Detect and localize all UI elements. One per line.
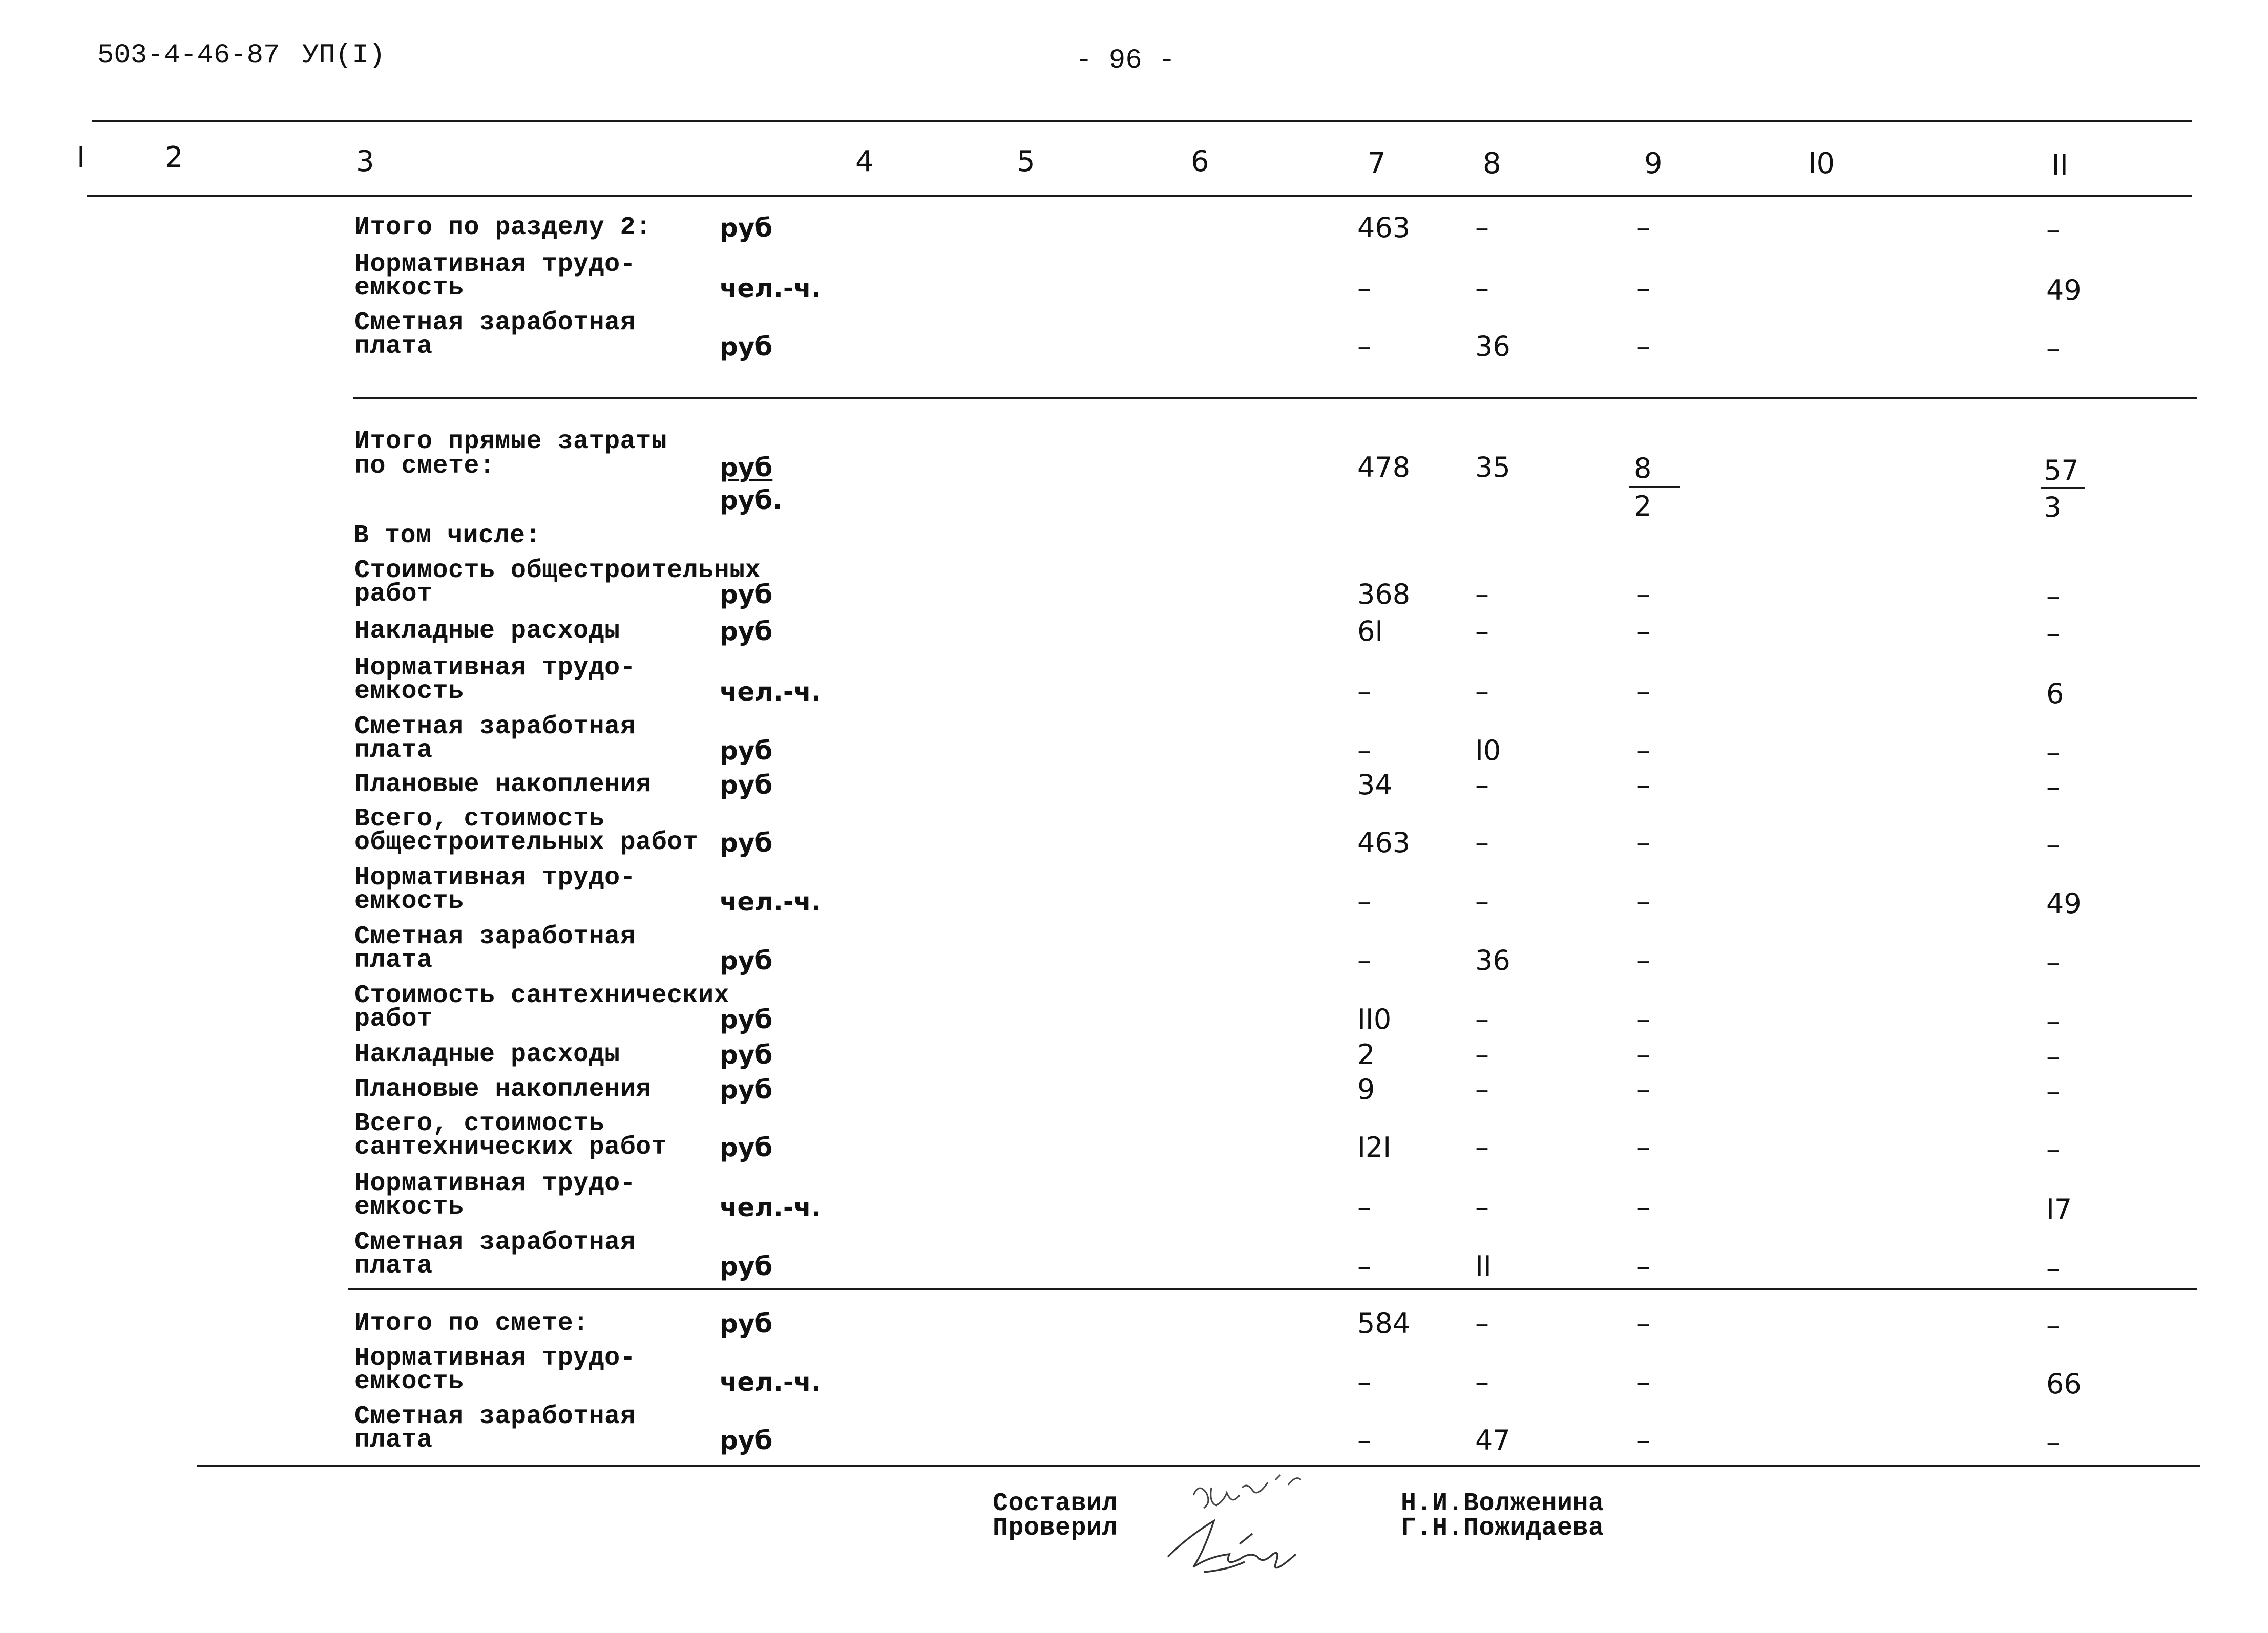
row-label: плата — [354, 1252, 433, 1281]
col8-cell: 36 — [1475, 330, 1510, 363]
col7-cell: I2I — [1357, 1131, 1392, 1163]
col8-cell: 47 — [1475, 1424, 1510, 1456]
col11-denominator: 3 — [2044, 491, 2062, 523]
col8-cell: – — [1475, 1366, 1489, 1398]
album-code: УП(I) — [302, 40, 386, 71]
col8-cell: 35 — [1475, 451, 1510, 483]
col8-cell: – — [1475, 272, 1489, 304]
col9-cell: – — [1636, 1038, 1650, 1071]
unit-cell: руб. — [720, 485, 783, 515]
col7-cell: 9 — [1357, 1073, 1375, 1106]
col8-cell: – — [1475, 885, 1489, 918]
unit-cell: чел.-ч. — [720, 1367, 821, 1397]
col9-cell: – — [1636, 1424, 1650, 1456]
col11-cell: – — [2046, 771, 2060, 803]
row-label: Сметная заработная — [354, 1402, 636, 1431]
unit-cell: руб — [720, 1309, 773, 1339]
unit-cell: чел.-ч. — [720, 677, 821, 707]
col9-cell: – — [1636, 944, 1650, 977]
checked-label: Проверил — [993, 1514, 1118, 1543]
col8-cell: I0 — [1475, 734, 1501, 767]
col11-cell: – — [2046, 1041, 2060, 1073]
col11-cell: 49 — [2046, 887, 2082, 920]
checked-name: Г.Н.Пожидаева — [1401, 1514, 1604, 1543]
column-header-7: 7 — [1368, 147, 1386, 180]
col11-cell: – — [2046, 1252, 2060, 1284]
col7-cell: 368 — [1357, 578, 1411, 610]
column-header-1: I — [77, 141, 86, 174]
col11-cell: I7 — [2046, 1193, 2072, 1225]
col9-cell: – — [1636, 1250, 1650, 1282]
col9-denominator: 2 — [1634, 490, 1652, 522]
col7-cell: – — [1357, 1424, 1371, 1456]
col7-cell: 463 — [1357, 211, 1411, 244]
column-header-2: 2 — [165, 141, 183, 174]
unit-cell: руб — [720, 1040, 773, 1070]
col11-cell: – — [2046, 332, 2060, 365]
col7-cell: – — [1357, 330, 1371, 363]
unit-cell: руб — [720, 1252, 773, 1281]
row-label: Сметная заработная — [354, 308, 636, 337]
col9-cell: – — [1636, 1131, 1650, 1163]
col8-cell: – — [1475, 826, 1489, 859]
unit-cell: руб — [720, 736, 773, 766]
row-label: работ — [354, 1005, 433, 1034]
section-rule — [348, 1288, 2197, 1290]
column-header-10: I0 — [1808, 147, 1835, 180]
col7-cell: 478 — [1357, 451, 1411, 483]
including-label: В том числе: — [353, 521, 541, 550]
column-header-5: 5 — [1017, 145, 1035, 178]
row-label: Стоимость общестроительных — [354, 556, 761, 585]
unit-cell: руб — [720, 453, 773, 482]
row-label: Нормативная трудо- — [354, 1344, 636, 1373]
row-label: Итого по смете: — [354, 1309, 589, 1338]
unit-cell: руб — [720, 332, 773, 362]
compiled-label: Составил — [993, 1489, 1118, 1518]
col8-cell: – — [1475, 1003, 1489, 1035]
col8-cell: 36 — [1475, 944, 1510, 977]
row-label: сантехнических работ — [354, 1133, 667, 1162]
col7-cell: 584 — [1357, 1307, 1411, 1340]
unit-cell: руб — [720, 617, 773, 646]
col7-cell: – — [1357, 1366, 1371, 1398]
col11-numerator: 57 — [2044, 454, 2079, 486]
col9-cell: – — [1636, 1191, 1650, 1223]
unit-cell: руб — [720, 1426, 773, 1455]
row-label: емкость — [354, 677, 464, 706]
col11-cell: – — [2046, 1309, 2060, 1342]
col7-cell: – — [1357, 1250, 1371, 1282]
unit-cell: руб — [720, 770, 773, 800]
column-header-9: 9 — [1644, 147, 1663, 180]
unit-cell: руб — [720, 828, 773, 858]
col11-cell: – — [2046, 617, 2060, 649]
col7-cell: 6I — [1357, 615, 1383, 647]
col11-cell: – — [2046, 1133, 2060, 1165]
col9-cell: – — [1636, 769, 1650, 801]
col7-cell: – — [1357, 734, 1371, 767]
row-label: плата — [354, 332, 433, 361]
col8-cell: – — [1475, 1131, 1489, 1163]
col7-cell: 2 — [1357, 1038, 1375, 1071]
col7-cell: – — [1357, 944, 1371, 977]
row-label: Сметная заработная — [354, 712, 636, 741]
row-label: Нормативная трудо- — [354, 1169, 636, 1198]
row-label: Сметная заработная — [354, 922, 636, 951]
row-label: Всего, стоимость — [354, 1109, 605, 1138]
col9-cell: – — [1636, 1307, 1650, 1340]
row-label: емкость — [354, 1193, 464, 1222]
row-label: по смете: — [354, 452, 495, 481]
col9-cell: – — [1636, 272, 1650, 304]
row-label: Плановые накопления — [354, 1075, 652, 1104]
col9-fraction-bar — [1629, 486, 1680, 488]
row-label: общестроительных работ — [354, 828, 699, 857]
compiled-name: Н.И.Волженина — [1401, 1489, 1604, 1518]
col9-cell: – — [1636, 734, 1650, 767]
row-label: Нормативная трудо- — [354, 653, 636, 683]
unit-cell: руб — [720, 1075, 773, 1105]
col11-cell: – — [2046, 580, 2060, 612]
col9-cell: – — [1636, 615, 1650, 647]
row-label: Нормативная трудо- — [354, 250, 636, 279]
row-label: плата — [354, 1426, 433, 1455]
col8-cell: – — [1475, 1307, 1489, 1340]
col11-cell: – — [2046, 736, 2060, 769]
row-label: работ — [354, 580, 433, 609]
document-code: 503-4-46-87 — [97, 40, 280, 71]
col8-cell: – — [1475, 1038, 1489, 1071]
col7-cell: – — [1357, 885, 1371, 918]
col9-cell: – — [1636, 1366, 1650, 1398]
row-label: Накладные расходы — [354, 1040, 620, 1069]
row-label: Нормативная трудо- — [354, 863, 636, 893]
header-bottom-rule — [87, 195, 2192, 197]
row-label: емкость — [354, 887, 464, 916]
col11-cell: 66 — [2046, 1368, 2082, 1400]
row-label: Накладные расходы — [354, 617, 620, 646]
col8-cell: – — [1475, 769, 1489, 801]
col9-cell: – — [1636, 211, 1650, 244]
unit-cell: руб — [720, 1133, 773, 1162]
col8-cell: II — [1475, 1250, 1492, 1282]
col11-cell: 49 — [2046, 274, 2082, 306]
page-number: - 96 - — [1076, 45, 1175, 76]
col7-cell: II0 — [1357, 1003, 1392, 1035]
row-label: емкость — [354, 273, 464, 303]
row-label: плата — [354, 946, 433, 975]
row-label: Всего, стоимость — [354, 804, 605, 834]
col8-cell: – — [1475, 675, 1489, 708]
row-label: Итого по разделу 2: — [354, 213, 652, 242]
col7-cell: – — [1357, 675, 1371, 708]
col8-cell: – — [1475, 1073, 1489, 1106]
col11-cell: 6 — [2046, 677, 2064, 710]
col9-cell: – — [1636, 1003, 1650, 1035]
col8-cell: – — [1475, 615, 1489, 647]
col9-cell: – — [1636, 826, 1650, 859]
col11-cell: – — [2046, 946, 2060, 979]
col9-cell: – — [1636, 578, 1650, 610]
unit-cell: руб — [720, 213, 773, 243]
row-label: Плановые накопления — [354, 770, 652, 799]
column-header-4: 4 — [855, 145, 874, 178]
column-header-11: II — [2051, 149, 2069, 182]
col11-cell: – — [2046, 1075, 2060, 1108]
col7-cell: 463 — [1357, 826, 1411, 859]
section-rule — [353, 397, 2197, 399]
unit-cell: руб — [720, 946, 773, 975]
row-label: Сметная заработная — [354, 1228, 636, 1257]
row-label: Итого прямые затраты — [354, 427, 667, 456]
col8-cell: – — [1475, 1191, 1489, 1223]
col9-cell: – — [1636, 675, 1650, 708]
col11-cell: – — [2046, 829, 2060, 861]
unit-cell: руб — [720, 1005, 773, 1034]
col8-cell: – — [1475, 211, 1489, 244]
unit-cell: руб — [720, 580, 773, 609]
col7-cell: – — [1357, 1191, 1371, 1223]
col9-cell: – — [1636, 885, 1650, 918]
unit-cell: чел.-ч. — [720, 273, 821, 303]
col11-cell: – — [2046, 214, 2060, 246]
top-rule — [92, 120, 2192, 122]
row-label: Стоимость сантехнических — [354, 981, 730, 1010]
row-label: плата — [354, 736, 433, 765]
col7-cell: – — [1357, 272, 1371, 304]
col8-cell: – — [1475, 578, 1489, 610]
column-header-8: 8 — [1483, 147, 1501, 180]
col11-cell: – — [2046, 1426, 2060, 1458]
col11-fraction-bar — [2041, 487, 2085, 489]
unit-cell: чел.-ч. — [720, 887, 821, 917]
column-header-6: 6 — [1191, 145, 1209, 178]
col9-cell: – — [1636, 330, 1650, 363]
col11-cell: – — [2046, 1005, 2060, 1037]
col9-cell: – — [1636, 1073, 1650, 1106]
col7-cell: 34 — [1357, 769, 1393, 801]
col9-numerator: 8 — [1634, 452, 1652, 484]
column-header-3: 3 — [356, 145, 374, 178]
unit-cell: чел.-ч. — [720, 1193, 821, 1222]
row-label: емкость — [354, 1367, 464, 1396]
signature-handwritten — [1152, 1465, 1357, 1593]
